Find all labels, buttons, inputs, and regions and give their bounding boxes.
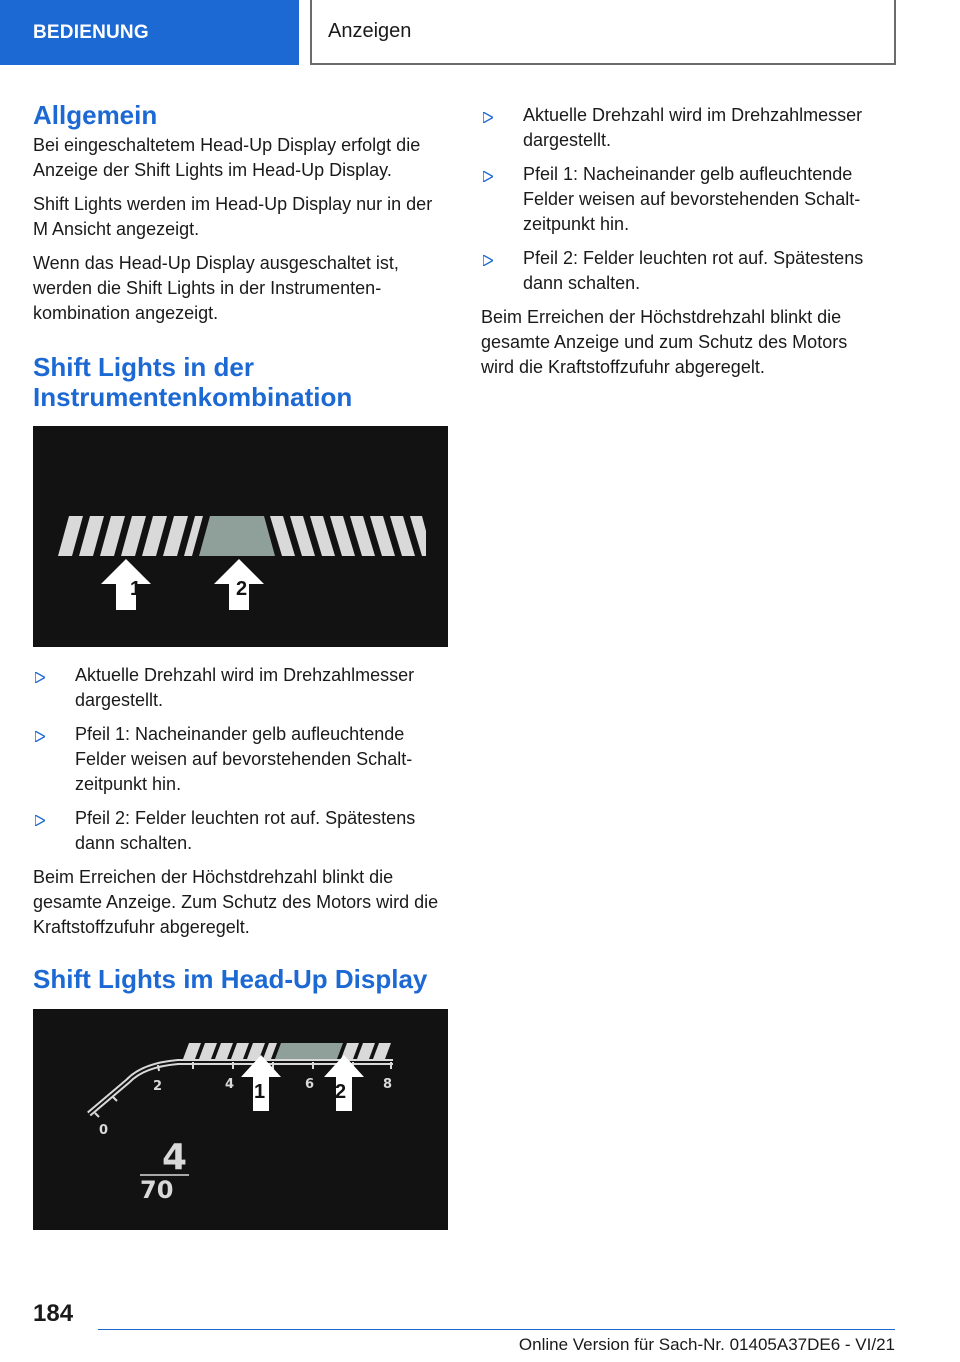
list-hud	[481, 103, 876, 296]
scale-label-2: 2	[153, 1079, 163, 1094]
figure-shift-lights-cluster	[33, 426, 448, 647]
gear-indicator: 4	[162, 1137, 188, 1178]
shift-lights-cluster-illustration	[33, 426, 448, 647]
list-item-text: Aktuelle Drehzahl wird im Drehzahlmesser dargestellt.	[75, 665, 415, 710]
hud-arrow-2-label: 2	[335, 1081, 347, 1103]
triangle-bullet-icon	[483, 171, 493, 182]
section-tab	[0, 0, 299, 65]
triangle-bullet-icon	[483, 112, 493, 123]
scale-label-4: 4	[225, 1077, 235, 1092]
right-column	[481, 103, 876, 389]
paragraph: Beim Erreichen der Höchstdrehzahl blinkt die gesamte Anzeige und zum Schutz des Motors wird die Kraftstoffzufuhr abgeregelt.	[481, 307, 848, 377]
scale-label-6: 6	[305, 1077, 315, 1092]
triangle-bullet-icon	[35, 672, 45, 683]
list-item	[481, 103, 876, 153]
list-item-text: Aktuelle Drehzahl wird im Drehzahlmesser dargestellt.	[523, 105, 863, 150]
paragraph: Wenn das Head-Up Display ausgeschaltet ist, werden die Shift Lights in der Instrumenten-kombination angezeigt.	[33, 253, 399, 323]
section-title: BEDIENUNG	[33, 21, 149, 43]
heading-allgemein: Allgemein	[33, 100, 158, 130]
list-item-text: Pfeil 1: Nacheinander gelb aufleuchtende Felder weisen auf bevorstehenden Schalt-zeitpunkt hin.	[523, 164, 861, 234]
speed-readout: 70	[140, 1176, 174, 1204]
list-item	[481, 246, 876, 296]
left-column	[33, 100, 448, 1230]
paragraph: Bei eingeschaltetem Head-Up Display erfolgt die Anzeige der Shift Lights im Head-Up Display.	[33, 135, 421, 180]
triangle-bullet-icon	[35, 815, 45, 826]
list-item	[33, 663, 448, 713]
triangle-bullet-icon	[35, 731, 45, 742]
paragraph: Shift Lights werden im Head-Up Display nur in der M Ansicht angezeigt.	[33, 194, 433, 239]
figure-shift-lights-hud	[33, 1009, 448, 1230]
chapter-header	[310, 0, 896, 65]
footer-divider	[98, 1329, 895, 1330]
heading-shift-lights-hud: Shift Lights im Head-Up Display	[33, 964, 428, 994]
list-item-text: Pfeil 2: Felder leuchten rot auf. Spätestens dann schalten.	[523, 248, 864, 293]
scale-label-0: 0	[99, 1123, 109, 1138]
page-number: 184	[33, 1300, 74, 1327]
list-item-text: Pfeil 1: Nacheinander gelb aufleuchtende Felder weisen auf bevorstehenden Schalt-zeitpunkt hin.	[75, 724, 413, 794]
paragraph: Beim Erreichen der Höchstdrehzahl blinkt die gesamte Anzeige. Zum Schutz des Motors wird die Kraftstoffzufuhr abgeregelt.	[33, 867, 439, 937]
list-item-text: Pfeil 2: Felder leuchten rot auf. Spätestens dann schalten.	[75, 808, 416, 853]
chapter-title: Anzeigen	[328, 20, 412, 42]
list-item	[33, 722, 448, 797]
list-item	[481, 162, 876, 237]
arrow-2-label: 2	[236, 578, 248, 600]
hud-arrow-1-label: 1	[254, 1081, 266, 1103]
footer-version-text: Online Version für Sach-Nr. 01405A37DE6 - VI/21	[518, 1335, 895, 1354]
shift-lights-hud-illustration	[33, 1009, 448, 1230]
scale-label-8: 8	[383, 1077, 393, 1092]
list-item	[33, 806, 448, 856]
list-cluster	[33, 663, 448, 856]
heading-shift-lights-cluster: Shift Lights in der Instrumentenkombination	[33, 352, 353, 412]
triangle-bullet-icon	[483, 255, 493, 266]
arrow-1-label: 1	[130, 578, 142, 600]
